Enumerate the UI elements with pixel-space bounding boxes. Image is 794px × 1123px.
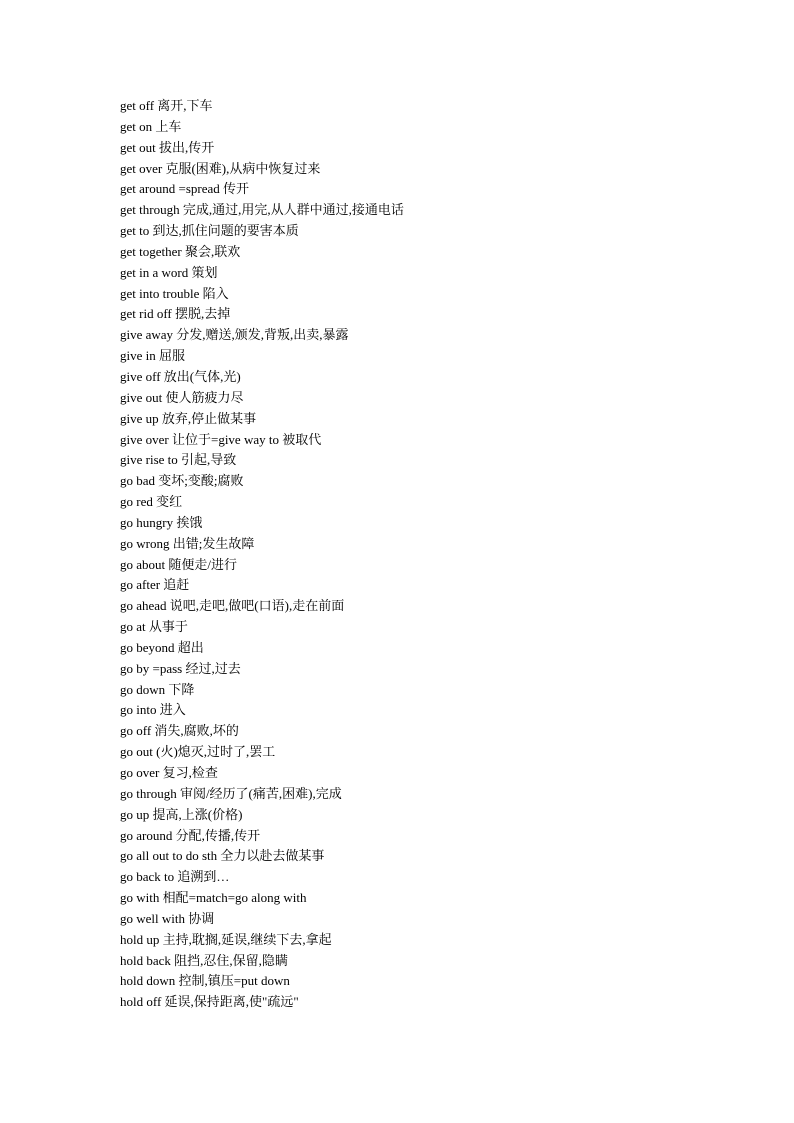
list-item: go up 提高,上涨(价格) bbox=[120, 806, 243, 822]
list-item: hold off 延误,保持距离,使"疏远" bbox=[120, 994, 299, 1010]
list-item: get rid off 摆脱,去掉 bbox=[120, 306, 231, 322]
list-item: hold down 控制,镇压=put down bbox=[120, 973, 290, 989]
list-item: go over 复习,检查 bbox=[120, 765, 218, 780]
list-item: give over 让位于=give way to 被取代 bbox=[120, 431, 322, 447]
list-item: go ahead 说吧,走吧,做吧(口语),走在前面 bbox=[120, 598, 345, 614]
list-item: give rise to 引起,导致 bbox=[120, 452, 237, 468]
list-item: get into trouble 陷入 bbox=[120, 285, 229, 301]
list-item: get in a word 策划 bbox=[120, 264, 218, 280]
list-item: go red 变红 bbox=[120, 494, 183, 510]
list-item: give in 屈服 bbox=[120, 348, 185, 364]
list-item: go at 从事于 bbox=[120, 619, 188, 635]
list-item: go bad 变坏;变酸;腐败 bbox=[120, 473, 244, 489]
list-item: get around =spread 传开 bbox=[120, 181, 249, 197]
list-item: give off 放出(气体,光) bbox=[120, 368, 241, 384]
list-item: go wrong 出错;发生故障 bbox=[120, 535, 255, 551]
list-item: go off 消失,腐败,坏的 bbox=[120, 723, 239, 739]
list-item: go well with 协调 bbox=[120, 910, 215, 926]
list-item: go down 下降 bbox=[120, 681, 195, 697]
list-item: go out (火)熄灭,过时了,罢工 bbox=[120, 744, 276, 760]
list-item: go through 审阅/经历了(痛苦,困难),完成 bbox=[120, 785, 342, 801]
list-item: go beyond 超出 bbox=[120, 639, 204, 655]
list-item: go by =pass 经过,过去 bbox=[120, 660, 241, 676]
list-item: get out 拔出,传开 bbox=[120, 139, 215, 155]
list-item: get off 离开,下车 bbox=[120, 98, 213, 113]
list-item: go after 追赶 bbox=[120, 577, 190, 593]
list-item: go all out to do sth 全力以赴去做某事 bbox=[120, 848, 325, 864]
list-item: get over 克服(困难),从病中恢复过来 bbox=[120, 160, 321, 176]
list-item: get to 到达,抓住问题的要害本质 bbox=[120, 223, 299, 239]
list-item: go with 相配=match=go along with bbox=[120, 890, 307, 906]
list-item: go back to 追溯到… bbox=[120, 869, 230, 885]
phrase-list bbox=[120, 96, 720, 1013]
list-item: hold up 主持,耽搁,延误,继续下去,拿起 bbox=[120, 931, 332, 947]
list-item: go about 随便走/进行 bbox=[120, 556, 237, 572]
list-item: go hungry 挨饿 bbox=[120, 514, 203, 530]
list-item: hold back 阻挡,忍住,保留,隐瞒 bbox=[120, 952, 288, 968]
list-item: get on 上车 bbox=[120, 118, 182, 134]
list-item: give out 使人筋疲力尽 bbox=[120, 389, 244, 405]
list-item: give away 分发,赠送,颁发,背叛,出卖,暴露 bbox=[120, 327, 349, 343]
list-item: get through 完成,通过,用完,从人群中通过,接通电话 bbox=[120, 202, 404, 218]
list-item: give up 放弃,停止做某事 bbox=[120, 410, 257, 426]
list-item: get together 聚会,联欢 bbox=[120, 243, 241, 259]
list-item: go around 分配,传播,传开 bbox=[120, 827, 261, 843]
list-item: go into 进入 bbox=[120, 702, 186, 718]
